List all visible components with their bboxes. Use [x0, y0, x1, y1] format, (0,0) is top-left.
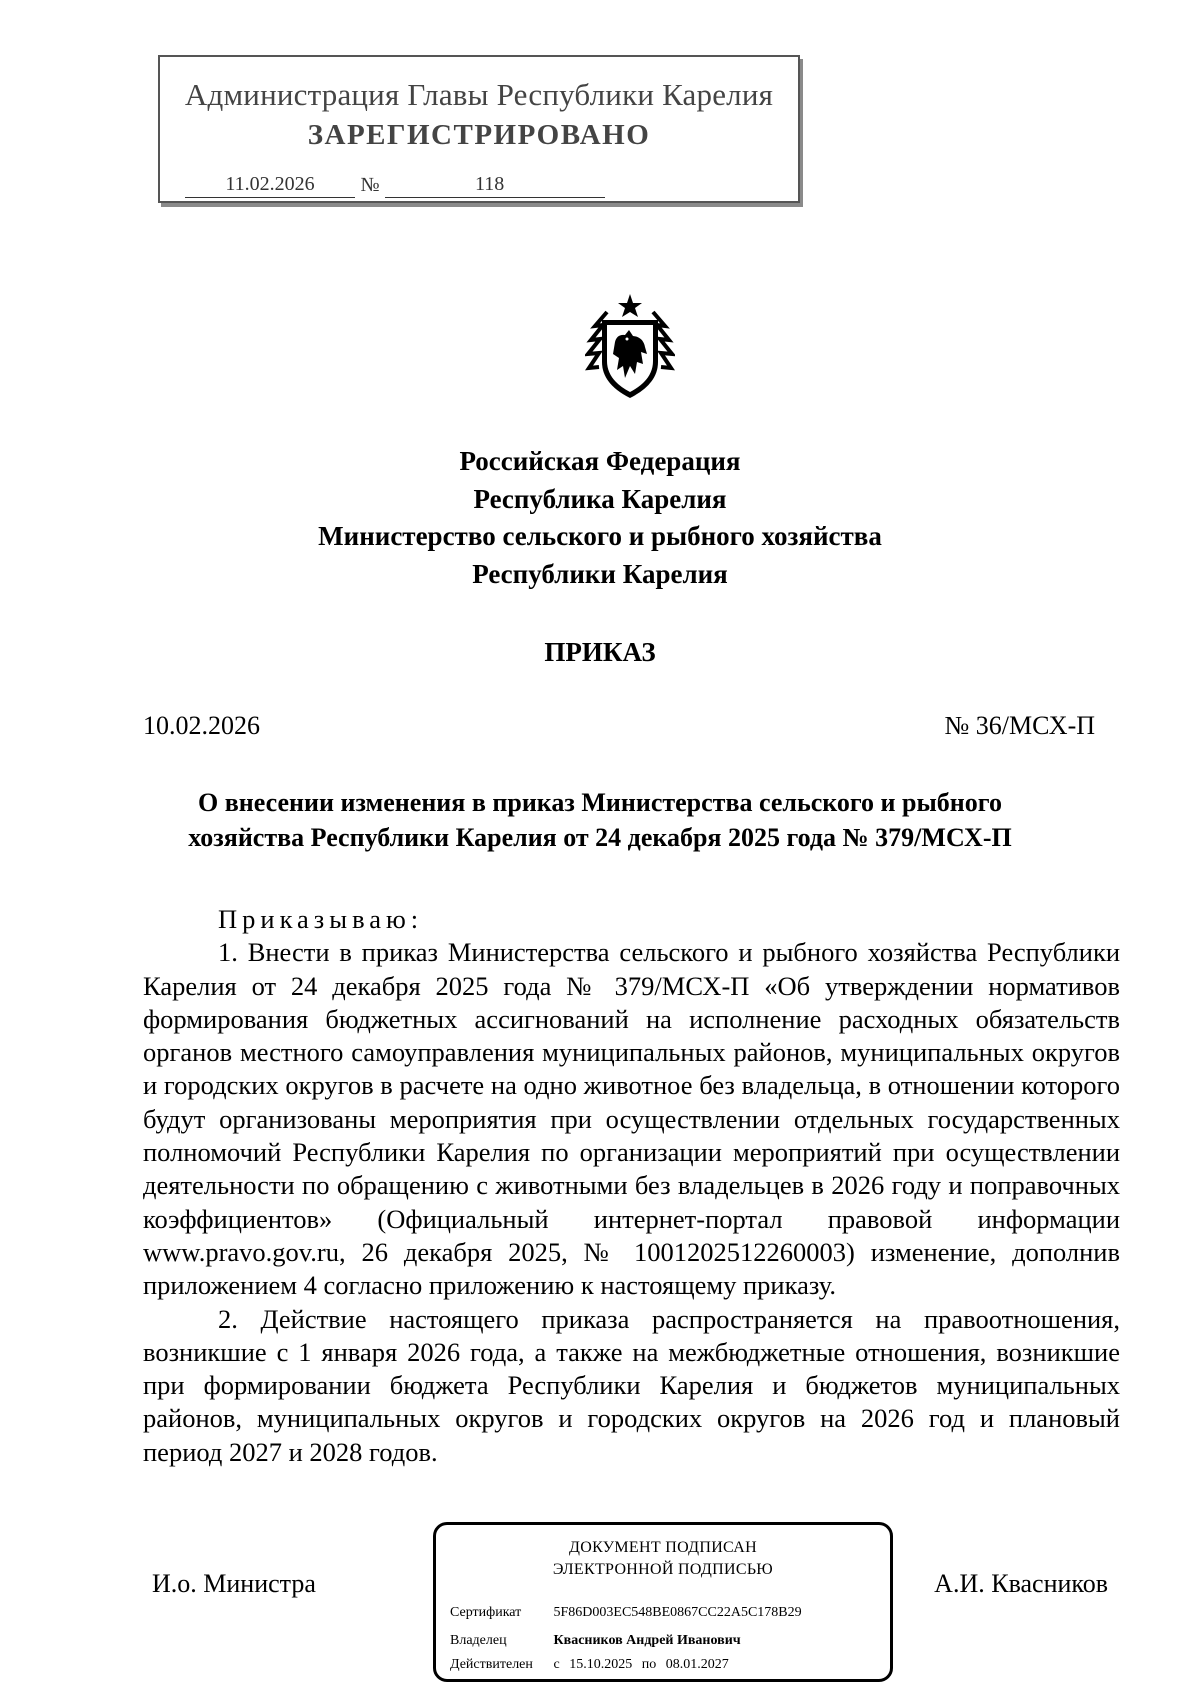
- order-date: 10.02.2026: [143, 711, 260, 740]
- signatory-title: И.о. Министра: [152, 1569, 316, 1598]
- esign-owner-row: [450, 1633, 741, 1649]
- registration-date: 11.02.2026: [185, 173, 355, 198]
- esign-owner-label: Владелец: [450, 1633, 507, 1648]
- decree-word: Приказываю:: [218, 904, 424, 934]
- karelia-coat-of-arms-icon: [585, 292, 675, 402]
- registration-authority: Администрация Главы Республики Карелия: [184, 77, 774, 112]
- header-ministry: Министерство сельского и рыбного хозяйства: [318, 521, 882, 551]
- header-ministry-region: Республики Карелия: [472, 559, 728, 589]
- registration-status: ЗАРЕГИСТРИРОВАНО: [307, 119, 651, 151]
- registration-details: [185, 173, 605, 198]
- order-subject-line2: хозяйства Республики Карелия от 24 декабря 2025 года № 379/МСХ-П: [188, 823, 1012, 852]
- registration-number-sign: №: [360, 174, 380, 196]
- esign-valid-to: 08.01.2027: [665, 1657, 729, 1672]
- signatory-name: А.И. Квасников: [934, 1569, 1108, 1598]
- registration-number: 118: [385, 173, 605, 198]
- document-type: ПРИКАЗ: [544, 637, 656, 667]
- header-country: Российская Федерация: [459, 446, 741, 476]
- esign-valid-label: Действителен: [450, 1657, 533, 1672]
- paragraph-2: 2. Действие настоящего приказа распространяется на правоотношения, возникшие с 1 января 2026 года, а также на межбюджетные отношения, возникшие при формировании бюджета Республики Карелия и бюджетов муниципальных районов, муниципальных округов и городских округов на 2026 год и плановый период 2027 и 2028 годов.: [143, 1303, 1120, 1467]
- order-number: № 36/МСХ-П: [944, 711, 1095, 740]
- esign-certificate-value: 5F86D003EC548BE0867CC22A5C178B29: [553, 1605, 802, 1620]
- esign-certificate-row: [450, 1605, 802, 1621]
- esign-owner-value: Квасников Андрей Иванович: [553, 1633, 741, 1648]
- esign-heading-1: ДОКУМЕНТ ПОДПИСАН: [569, 1539, 757, 1556]
- electronic-signature-stamp: [433, 1522, 893, 1682]
- paragraph-1: 1. Внести в приказ Министерства сельского и рыбного хозяйства Республики Карелия от 24 декабря 2025 года № 379/МСХ-П «Об утверждении нормативов формирования бюджетных ассигнований на исполнение расходных обязательств органов местного самоуправления муниципальных районов, муниципальных округов и городских округов в расчете на одно животное без владельца, в отношении которого будут организованы мероприятия при осуществлении отдельных государственных полномочий Республики Карелия по организации мероприятий при осуществлении деятельности по обращению с животными без владельцев в 2026 году и поправочных коэффициентов» (Официальный интернет-портал правовой информации www.pravo.gov.ru, 26 декабря 2025, № 1001202512260003) изменение, дополнив приложением 4 согласно приложению к настоящему приказу.: [143, 937, 1120, 1301]
- esign-valid-from-prefix: с: [553, 1657, 560, 1672]
- registration-stamp: [158, 55, 800, 203]
- esign-heading-2: ЭЛЕКТРОННОЙ ПОДПИСЬЮ: [552, 1561, 774, 1578]
- order-body: [143, 903, 1120, 1469]
- esign-valid-from: 15.10.2025: [569, 1657, 633, 1672]
- header-republic: Республика Карелия: [473, 484, 727, 514]
- order-subject-line1: О внесении изменения в приказ Министерства сельского и рыбного: [198, 788, 1002, 817]
- esign-certificate-label: Сертификат: [450, 1605, 522, 1620]
- esign-valid-to-prefix: по: [641, 1657, 657, 1672]
- esign-validity-row: [450, 1657, 735, 1673]
